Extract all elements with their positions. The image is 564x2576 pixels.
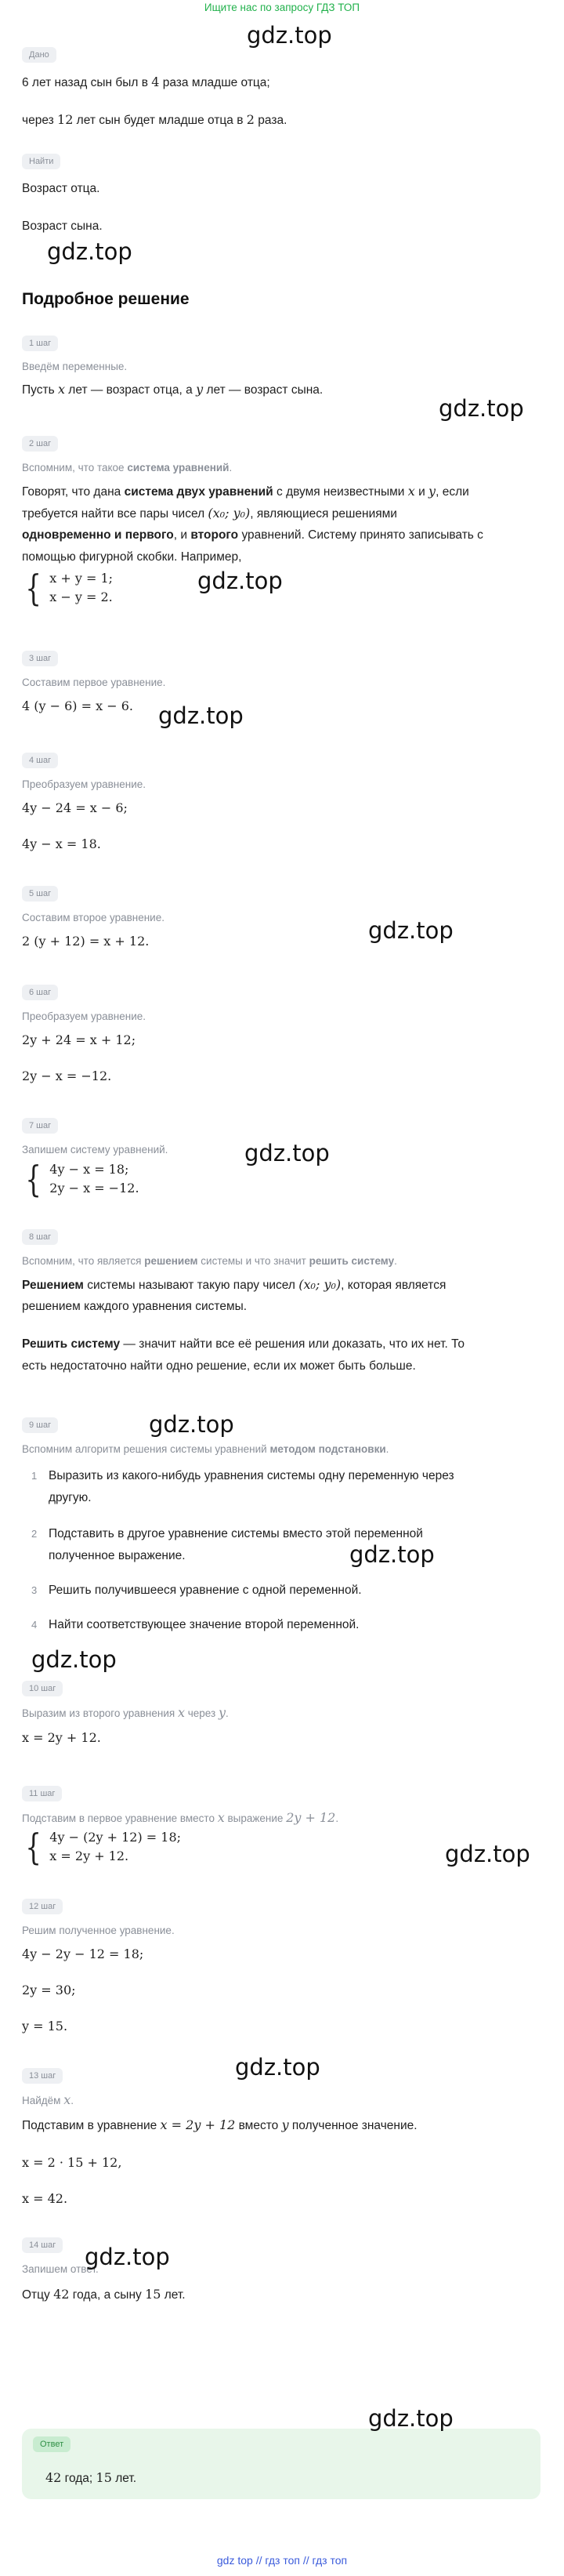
step-12-label: 12 шаг — [22, 1899, 63, 1914]
step-10-label: 10 шаг — [22, 1681, 63, 1696]
step-14-title: Запишем ответ. — [22, 2263, 99, 2275]
brace: { — [25, 567, 42, 609]
step-14-label: 14 шаг — [22, 2237, 63, 2253]
step-5-equation: 2 (y + 12) = x + 12. — [22, 934, 150, 949]
step-11-label: 11 шаг — [22, 1786, 62, 1801]
step-2-title: Вспомним, что такое система уравнений. — [22, 462, 233, 473]
watermark: gdz.top — [197, 568, 283, 594]
step-4-title: Преобразуем уравнение. — [22, 778, 146, 790]
step-13-eq-1: x = 2 · 15 + 12, — [22, 2155, 122, 2170]
algorithm-item: 3 Решить получившееся уравнение с одной переменной. — [31, 1584, 362, 1597]
watermark: gdz.top — [244, 1140, 330, 1166]
step-6-eq-2: 2y − x = −12. — [22, 1068, 112, 1083]
step-3-label: 3 шаг — [22, 651, 58, 666]
answer-label: Ответ — [33, 2436, 70, 2452]
step-2-system: { x + y = 1; x − y = 2. — [25, 567, 114, 609]
step-3-title: Составим первое уравнение. — [22, 677, 166, 688]
watermark: gdz.top — [368, 917, 454, 944]
step-8-para-4: есть недостаточно найти одно решение, если их может быть больше. — [22, 1359, 416, 1373]
watermark: gdz.top — [85, 2244, 170, 2270]
given-line-1: 6 лет назад сын был в 4 раза младше отца; — [22, 74, 270, 89]
footer-links[interactable]: gdz top // гдз топ // гдз топ — [216, 2554, 348, 2567]
step-12-eq-2: 2y = 30; — [22, 1983, 76, 1997]
step-13-para: Подставим в уравнение x = 2y + 12 вместо y полученное значение. — [22, 2117, 418, 2132]
step-8-para-2: решением каждого уравнения системы. — [22, 1300, 248, 1313]
step-5-title: Составим второе уравнение. — [22, 912, 164, 923]
find-label: Найти — [22, 154, 60, 169]
step-1-text: Пусть x лет — возраст отца, а y лет — возраст сына. — [22, 382, 324, 397]
watermark: gdz.top — [31, 1646, 117, 1673]
step-7-title: Запишем систему уравнений. — [22, 1144, 168, 1156]
step-4-label: 4 шаг — [22, 753, 58, 768]
step-13-eq-2: x = 42. — [22, 2191, 68, 2206]
algorithm-item-cont: другую. — [49, 1491, 92, 1504]
step-8-para-3: Решить систему — значит найти все её решения или доказать, что их нет. То — [22, 1337, 465, 1351]
answer-text: 42 года; 15 лет. — [45, 2470, 137, 2485]
watermark: gdz.top — [439, 395, 524, 422]
brace: { — [25, 1158, 42, 1200]
step-7-system: { 4y − x = 18; 2y − x = −12. — [25, 1158, 139, 1200]
given-line-2: через 12 лет сын будет младше отца в 2 раза. — [22, 112, 287, 127]
step-9-title: Вспомним алгоритм решения системы уравнений методом подстановки. — [22, 1443, 389, 1455]
given-label: Дано — [22, 47, 56, 63]
step-12-title: Решим полученное уравнение. — [22, 1925, 175, 1936]
step-6-title: Преобразуем уравнение. — [22, 1010, 146, 1022]
step-8-label: 8 шаг — [22, 1229, 58, 1245]
step-1-label: 1 шаг — [22, 336, 58, 351]
watermark: gdz.top — [149, 1411, 234, 1438]
step-5-label: 5 шаг — [22, 886, 58, 902]
find-item-1: Возраст отца. — [22, 182, 100, 195]
watermark: gdz.top — [445, 1841, 530, 1867]
step-11-title: Подставим в первое уравнение вместо x выражение 2y + 12. — [22, 1810, 339, 1825]
step-4-eq-1: 4y − 24 = x − 6; — [22, 800, 128, 815]
step-8-title: Вспомним, что является решением системы и что значит решить систему. — [22, 1255, 397, 1267]
step-3-equation: 4 (y − 6) = x − 6. — [22, 698, 133, 713]
step-12-eq-3: y = 15. — [22, 2019, 68, 2034]
step-2-para-3: одновременно и первого, и второго уравнений. Систему принято записывать с — [22, 528, 483, 542]
watermark: gdz.top — [368, 2405, 454, 2432]
step-13-title: Найдём x. — [22, 2092, 74, 2107]
step-14-text: Отцу 42 года, а сыну 15 лет. — [22, 2287, 186, 2302]
step-10-title: Выразим из второго уравнения x через y. — [22, 1705, 229, 1720]
brace: { — [25, 1826, 42, 1868]
step-10-equation: x = 2y + 12. — [22, 1730, 101, 1745]
watermark: gdz.top — [247, 22, 332, 49]
step-2-para-2: требуется найти все пары чисел (x₀; y₀), являющиеся решениями — [22, 506, 397, 521]
watermark: gdz.top — [47, 238, 132, 265]
step-2-para-1: Говорят, что дана система двух уравнений с двумя неизвестными x и y, если — [22, 484, 469, 499]
watermark: gdz.top — [235, 2054, 320, 2081]
step-9-label: 9 шаг — [22, 1417, 58, 1433]
step-6-label: 6 шаг — [22, 985, 58, 1000]
step-8-para-1: Решением системы называют такую пару чисел (x₀; y₀), которая является — [22, 1277, 446, 1292]
search-banner[interactable]: Ищите нас по запросу ГДЗ ТОП — [204, 2, 360, 13]
algorithm-item-cont: полученное выражение. — [49, 1549, 186, 1562]
watermark: gdz.top — [349, 1541, 435, 1568]
step-12-eq-1: 4y − 2y − 12 = 18; — [22, 1947, 144, 1961]
algorithm-item: 2 Подставить в другое уравнение системы вместо этой переменной — [31, 1527, 423, 1540]
step-2-label: 2 шаг — [22, 436, 58, 452]
watermark: gdz.top — [158, 702, 244, 729]
algorithm-item: 1 Выразить из какого-нибудь уравнения системы одну переменную через — [31, 1469, 454, 1482]
step-7-label: 7 шаг — [22, 1118, 58, 1134]
step-11-system: { 4y − (2y + 12) = 18; x = 2y + 12. — [25, 1826, 182, 1868]
step-13-label: 13 шаг — [22, 2068, 63, 2084]
find-item-2: Возраст сына. — [22, 220, 103, 233]
algorithm-item: 4 Найти соответствующее значение второй переменной. — [31, 1618, 360, 1631]
step-4-eq-2: 4y − x = 18. — [22, 836, 101, 851]
solution-heading: Подробное решение — [22, 290, 190, 308]
step-2-para-4: помощью фигурной скобки. Например, — [22, 550, 242, 564]
step-6-eq-1: 2y + 24 = x + 12; — [22, 1032, 136, 1047]
step-1-title: Введём переменные. — [22, 361, 128, 372]
